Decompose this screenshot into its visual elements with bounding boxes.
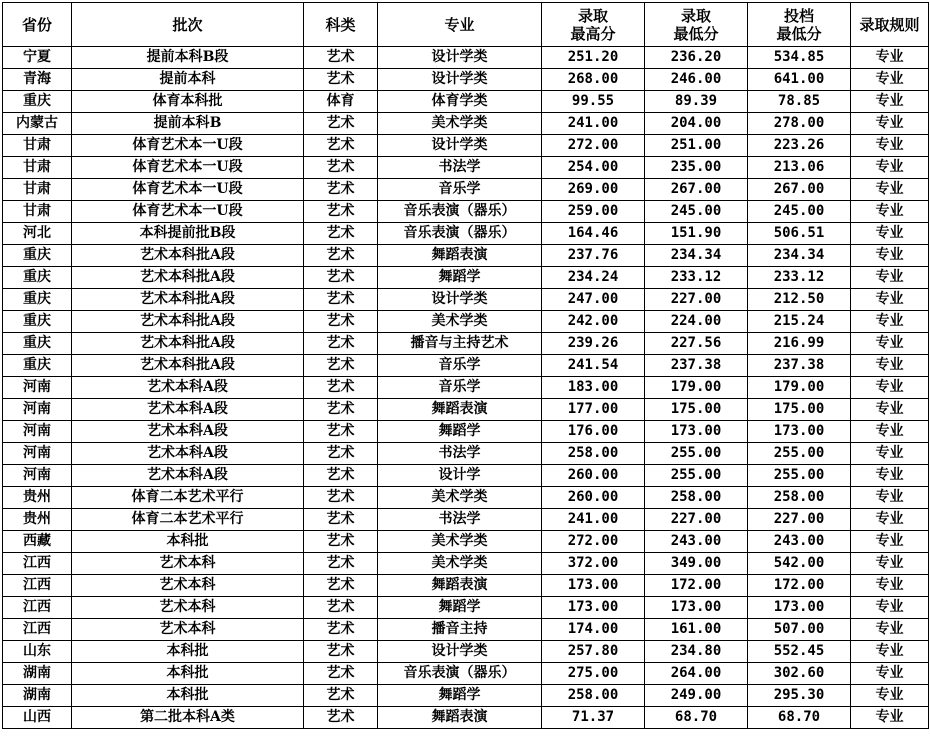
- max-score-cell: 247.00: [542, 289, 645, 311]
- major-cell: 设计学类: [378, 135, 542, 157]
- category-cell: 艺术: [304, 663, 378, 685]
- province-cell: 河南: [3, 399, 72, 421]
- batch-cell: 提前本科: [72, 69, 304, 91]
- major-cell: 舞蹈表演: [378, 575, 542, 597]
- file-min-score-cell: 267.00: [748, 179, 851, 201]
- admission-scores-table: [2, 2, 929, 729]
- rule-cell: 专业: [851, 641, 929, 663]
- min-score-cell: 175.00: [645, 399, 748, 421]
- file-min-score-cell: 179.00: [748, 377, 851, 399]
- file-min-score-cell: 507.00: [748, 619, 851, 641]
- major-cell: 设计学类: [378, 289, 542, 311]
- file-min-score-cell: 175.00: [748, 399, 851, 421]
- rule-cell: 专业: [851, 465, 929, 487]
- category-cell: 艺术: [304, 443, 378, 465]
- max-score-cell: 275.00: [542, 663, 645, 685]
- rule-cell: 专业: [851, 157, 929, 179]
- min-score-cell: 243.00: [645, 531, 748, 553]
- rule-cell: 专业: [851, 377, 929, 399]
- batch-cell: 体育艺术本一U段: [72, 179, 304, 201]
- table-row: [3, 619, 929, 641]
- table-row: [3, 179, 929, 201]
- table-row: [3, 135, 929, 157]
- rule-cell: 专业: [851, 619, 929, 641]
- batch-cell: 艺术本科: [72, 553, 304, 575]
- rule-cell: 专业: [851, 69, 929, 91]
- province-cell: 湖南: [3, 685, 72, 707]
- province-cell: 河南: [3, 377, 72, 399]
- category-cell: 艺术: [304, 157, 378, 179]
- max-score-cell: 234.24: [542, 267, 645, 289]
- category-cell: 艺术: [304, 267, 378, 289]
- major-cell: 播音与主持艺术: [378, 333, 542, 355]
- table-row: [3, 575, 929, 597]
- file-min-score-cell: 302.60: [748, 663, 851, 685]
- file-min-score-cell: 255.00: [748, 443, 851, 465]
- major-cell: 书法学: [378, 157, 542, 179]
- max-score-cell: 71.37: [542, 707, 645, 729]
- table-row: [3, 267, 929, 289]
- batch-cell: 体育本科批: [72, 91, 304, 113]
- table-body: [3, 47, 929, 729]
- batch-cell: 艺术本科批A段: [72, 245, 304, 267]
- max-score-cell: 258.00: [542, 685, 645, 707]
- max-score-cell: 242.00: [542, 311, 645, 333]
- major-cell: 书法学: [378, 443, 542, 465]
- header-min-score-line1: 录取: [680, 6, 711, 25]
- batch-cell: 艺术本科: [72, 575, 304, 597]
- category-cell: 艺术: [304, 377, 378, 399]
- max-score-cell: 173.00: [542, 597, 645, 619]
- major-cell: 美术学类: [378, 553, 542, 575]
- max-score-cell: 173.00: [542, 575, 645, 597]
- province-cell: 重庆: [3, 333, 72, 355]
- batch-cell: 体育二本艺术平行: [72, 487, 304, 509]
- batch-cell: 艺术本科A段: [72, 465, 304, 487]
- rule-cell: 专业: [851, 553, 929, 575]
- rule-cell: 专业: [851, 355, 929, 377]
- max-score-cell: 174.00: [542, 619, 645, 641]
- file-min-score-cell: 295.30: [748, 685, 851, 707]
- min-score-cell: 245.00: [645, 201, 748, 223]
- table-row: [3, 641, 929, 663]
- table-row: [3, 245, 929, 267]
- max-score-cell: 177.00: [542, 399, 645, 421]
- min-score-cell: 227.00: [645, 509, 748, 531]
- major-cell: 播音主持: [378, 619, 542, 641]
- category-cell: 艺术: [304, 47, 378, 69]
- category-cell: 艺术: [304, 509, 378, 531]
- table-row: [3, 91, 929, 113]
- min-score-cell: 89.39: [645, 91, 748, 113]
- province-cell: 贵州: [3, 487, 72, 509]
- major-cell: 书法学: [378, 509, 542, 531]
- category-cell: 艺术: [304, 245, 378, 267]
- major-cell: 舞蹈学: [378, 597, 542, 619]
- province-cell: 青海: [3, 69, 72, 91]
- batch-cell: 本科批: [72, 685, 304, 707]
- min-score-cell: 235.00: [645, 157, 748, 179]
- category-cell: 艺术: [304, 179, 378, 201]
- batch-cell: 提前本科B段: [72, 47, 304, 69]
- table-row: [3, 597, 929, 619]
- file-min-score-cell: 212.50: [748, 289, 851, 311]
- header-batch: 批次: [72, 3, 304, 47]
- max-score-cell: 260.00: [542, 487, 645, 509]
- rule-cell: 专业: [851, 399, 929, 421]
- table-row: [3, 47, 929, 69]
- min-score-cell: 68.70: [645, 707, 748, 729]
- major-cell: 设计学: [378, 465, 542, 487]
- province-cell: 甘肃: [3, 179, 72, 201]
- category-cell: 艺术: [304, 201, 378, 223]
- table-row: [3, 531, 929, 553]
- min-score-cell: 173.00: [645, 421, 748, 443]
- category-cell: 艺术: [304, 619, 378, 641]
- province-cell: 河南: [3, 465, 72, 487]
- major-cell: 音乐表演（器乐）: [378, 223, 542, 245]
- max-score-cell: 268.00: [542, 69, 645, 91]
- batch-cell: 艺术本科批A段: [72, 267, 304, 289]
- min-score-cell: 258.00: [645, 487, 748, 509]
- header-max-score-line1: 录取: [577, 6, 608, 25]
- major-cell: 美术学类: [378, 531, 542, 553]
- header-max-score-line2: 最高分: [570, 24, 616, 43]
- table-row: [3, 377, 929, 399]
- province-cell: 重庆: [3, 267, 72, 289]
- table-row: [3, 333, 929, 355]
- max-score-cell: 99.55: [542, 91, 645, 113]
- category-cell: 艺术: [304, 685, 378, 707]
- major-cell: 舞蹈表演: [378, 245, 542, 267]
- batch-cell: 体育艺术本一U段: [72, 201, 304, 223]
- max-score-cell: 164.46: [542, 223, 645, 245]
- rule-cell: 专业: [851, 311, 929, 333]
- category-cell: 艺术: [304, 289, 378, 311]
- major-cell: 舞蹈学: [378, 685, 542, 707]
- file-min-score-cell: 172.00: [748, 575, 851, 597]
- min-score-cell: 173.00: [645, 597, 748, 619]
- min-score-cell: 161.00: [645, 619, 748, 641]
- category-cell: 艺术: [304, 707, 378, 729]
- batch-cell: 本科提前批B段: [72, 223, 304, 245]
- province-cell: 甘肃: [3, 135, 72, 157]
- min-score-cell: 249.00: [645, 685, 748, 707]
- batch-cell: 本科批: [72, 663, 304, 685]
- table-row: [3, 201, 929, 223]
- header-file-min-line2: 最低分: [776, 24, 822, 43]
- file-min-score-cell: 233.12: [748, 267, 851, 289]
- min-score-cell: 349.00: [645, 553, 748, 575]
- file-min-score-cell: 245.00: [748, 201, 851, 223]
- min-score-cell: 224.00: [645, 311, 748, 333]
- file-min-score-cell: 506.51: [748, 223, 851, 245]
- province-cell: 河南: [3, 443, 72, 465]
- category-cell: 艺术: [304, 465, 378, 487]
- batch-cell: 艺术本科批A段: [72, 311, 304, 333]
- major-cell: 音乐表演（器乐）: [378, 663, 542, 685]
- category-cell: 艺术: [304, 641, 378, 663]
- min-score-cell: 255.00: [645, 443, 748, 465]
- category-cell: 艺术: [304, 421, 378, 443]
- province-cell: 宁夏: [3, 47, 72, 69]
- table-row: [3, 421, 929, 443]
- category-cell: 艺术: [304, 333, 378, 355]
- province-cell: 贵州: [3, 509, 72, 531]
- category-cell: 艺术: [304, 487, 378, 509]
- province-cell: 山西: [3, 707, 72, 729]
- max-score-cell: 272.00: [542, 531, 645, 553]
- batch-cell: 体育艺术本一U段: [72, 135, 304, 157]
- file-min-score-cell: 258.00: [748, 487, 851, 509]
- major-cell: 设计学类: [378, 641, 542, 663]
- file-min-score-cell: 243.00: [748, 531, 851, 553]
- category-cell: 艺术: [304, 311, 378, 333]
- file-min-score-cell: 552.45: [748, 641, 851, 663]
- major-cell: 舞蹈学: [378, 267, 542, 289]
- batch-cell: 提前本科B: [72, 113, 304, 135]
- province-cell: 河北: [3, 223, 72, 245]
- file-min-score-cell: 173.00: [748, 597, 851, 619]
- min-score-cell: 227.56: [645, 333, 748, 355]
- category-cell: 艺术: [304, 553, 378, 575]
- rule-cell: 专业: [851, 509, 929, 531]
- rule-cell: 专业: [851, 575, 929, 597]
- batch-cell: 本科批: [72, 641, 304, 663]
- file-min-score-cell: 213.06: [748, 157, 851, 179]
- max-score-cell: 258.00: [542, 443, 645, 465]
- min-score-cell: 236.20: [645, 47, 748, 69]
- max-score-cell: 251.20: [542, 47, 645, 69]
- max-score-cell: 183.00: [542, 377, 645, 399]
- max-score-cell: 241.54: [542, 355, 645, 377]
- rule-cell: 专业: [851, 443, 929, 465]
- rule-cell: 专业: [851, 201, 929, 223]
- file-min-score-cell: 68.70: [748, 707, 851, 729]
- table-row: [3, 223, 929, 245]
- province-cell: 重庆: [3, 289, 72, 311]
- min-score-cell: 227.00: [645, 289, 748, 311]
- batch-cell: 艺术本科批A段: [72, 289, 304, 311]
- rule-cell: 专业: [851, 597, 929, 619]
- major-cell: 音乐学: [378, 355, 542, 377]
- file-min-score-cell: 542.00: [748, 553, 851, 575]
- major-cell: 舞蹈表演: [378, 399, 542, 421]
- min-score-cell: 204.00: [645, 113, 748, 135]
- rule-cell: 专业: [851, 245, 929, 267]
- header-min-score-line2: 最低分: [673, 24, 719, 43]
- table-row: [3, 157, 929, 179]
- rule-cell: 专业: [851, 267, 929, 289]
- file-min-score-cell: 216.99: [748, 333, 851, 355]
- rule-cell: 专业: [851, 707, 929, 729]
- table-row: [3, 685, 929, 707]
- category-cell: 艺术: [304, 69, 378, 91]
- header-rule: 录取规则: [851, 3, 929, 47]
- max-score-cell: 260.00: [542, 465, 645, 487]
- min-score-cell: 233.12: [645, 267, 748, 289]
- batch-cell: 艺术本科A段: [72, 377, 304, 399]
- max-score-cell: 237.76: [542, 245, 645, 267]
- file-min-score-cell: 223.26: [748, 135, 851, 157]
- province-cell: 江西: [3, 619, 72, 641]
- province-cell: 江西: [3, 575, 72, 597]
- province-cell: 江西: [3, 597, 72, 619]
- max-score-cell: 241.00: [542, 113, 645, 135]
- min-score-cell: 251.00: [645, 135, 748, 157]
- major-cell: 音乐表演（器乐）: [378, 201, 542, 223]
- max-score-cell: 259.00: [542, 201, 645, 223]
- rule-cell: 专业: [851, 223, 929, 245]
- table-row: [3, 311, 929, 333]
- table-row: [3, 663, 929, 685]
- rule-cell: 专业: [851, 333, 929, 355]
- rule-cell: 专业: [851, 113, 929, 135]
- province-cell: 山东: [3, 641, 72, 663]
- province-cell: 河南: [3, 421, 72, 443]
- max-score-cell: 241.00: [542, 509, 645, 531]
- table-row: [3, 69, 929, 91]
- rule-cell: 专业: [851, 421, 929, 443]
- major-cell: 美术学类: [378, 113, 542, 135]
- major-cell: 音乐学: [378, 377, 542, 399]
- major-cell: 设计学类: [378, 47, 542, 69]
- major-cell: 美术学类: [378, 311, 542, 333]
- category-cell: 艺术: [304, 531, 378, 553]
- rule-cell: 专业: [851, 91, 929, 113]
- min-score-cell: 151.90: [645, 223, 748, 245]
- province-cell: 湖南: [3, 663, 72, 685]
- table-row: [3, 509, 929, 531]
- province-cell: 重庆: [3, 245, 72, 267]
- batch-cell: 第二批本科A类: [72, 707, 304, 729]
- batch-cell: 艺术本科: [72, 619, 304, 641]
- rule-cell: 专业: [851, 685, 929, 707]
- file-min-score-cell: 234.34: [748, 245, 851, 267]
- header-max-score: [542, 3, 645, 47]
- batch-cell: 体育艺术本一U段: [72, 157, 304, 179]
- max-score-cell: 272.00: [542, 135, 645, 157]
- file-min-score-cell: 173.00: [748, 421, 851, 443]
- min-score-cell: 246.00: [645, 69, 748, 91]
- rule-cell: 专业: [851, 663, 929, 685]
- table-row: [3, 399, 929, 421]
- batch-cell: 艺术本科A段: [72, 443, 304, 465]
- max-score-cell: 239.26: [542, 333, 645, 355]
- major-cell: 音乐学: [378, 179, 542, 201]
- file-min-score-cell: 227.00: [748, 509, 851, 531]
- header-min-score: [645, 3, 748, 47]
- major-cell: 美术学类: [378, 487, 542, 509]
- rule-cell: 专业: [851, 531, 929, 553]
- file-min-score-cell: 534.85: [748, 47, 851, 69]
- table-row: [3, 707, 929, 729]
- major-cell: 设计学类: [378, 69, 542, 91]
- table-row: [3, 553, 929, 575]
- min-score-cell: 264.00: [645, 663, 748, 685]
- major-cell: 舞蹈学: [378, 421, 542, 443]
- rule-cell: 专业: [851, 289, 929, 311]
- min-score-cell: 234.80: [645, 641, 748, 663]
- category-cell: 艺术: [304, 399, 378, 421]
- min-score-cell: 255.00: [645, 465, 748, 487]
- table-row: [3, 487, 929, 509]
- file-min-score-cell: 278.00: [748, 113, 851, 135]
- province-cell: 内蒙古: [3, 113, 72, 135]
- province-cell: 重庆: [3, 355, 72, 377]
- min-score-cell: 267.00: [645, 179, 748, 201]
- min-score-cell: 172.00: [645, 575, 748, 597]
- min-score-cell: 179.00: [645, 377, 748, 399]
- max-score-cell: 372.00: [542, 553, 645, 575]
- rule-cell: 专业: [851, 135, 929, 157]
- major-cell: 体育学类: [378, 91, 542, 113]
- file-min-score-cell: 215.24: [748, 311, 851, 333]
- rule-cell: 专业: [851, 47, 929, 69]
- province-cell: 甘肃: [3, 201, 72, 223]
- province-cell: 重庆: [3, 91, 72, 113]
- batch-cell: 艺术本科: [72, 597, 304, 619]
- header-row: [3, 3, 929, 47]
- province-cell: 江西: [3, 553, 72, 575]
- file-min-score-cell: 78.85: [748, 91, 851, 113]
- rule-cell: 专业: [851, 179, 929, 201]
- header-category: 科类: [304, 3, 378, 47]
- rule-cell: 专业: [851, 487, 929, 509]
- max-score-cell: 257.80: [542, 641, 645, 663]
- min-score-cell: 237.38: [645, 355, 748, 377]
- max-score-cell: 254.00: [542, 157, 645, 179]
- batch-cell: 艺术本科批A段: [72, 333, 304, 355]
- province-cell: 西藏: [3, 531, 72, 553]
- table-row: [3, 355, 929, 377]
- table-row: [3, 113, 929, 135]
- category-cell: 艺术: [304, 355, 378, 377]
- header-province: 省份: [3, 3, 72, 47]
- major-cell: 舞蹈表演: [378, 707, 542, 729]
- category-cell: 艺术: [304, 575, 378, 597]
- table-row: [3, 289, 929, 311]
- file-min-score-cell: 641.00: [748, 69, 851, 91]
- file-min-score-cell: 255.00: [748, 465, 851, 487]
- table-row: [3, 443, 929, 465]
- header-major: 专业: [378, 3, 542, 47]
- batch-cell: 艺术本科A段: [72, 421, 304, 443]
- category-cell: 艺术: [304, 135, 378, 157]
- category-cell: 体育: [304, 91, 378, 113]
- category-cell: 艺术: [304, 113, 378, 135]
- table-row: [3, 465, 929, 487]
- category-cell: 艺术: [304, 223, 378, 245]
- min-score-cell: 234.34: [645, 245, 748, 267]
- province-cell: 甘肃: [3, 157, 72, 179]
- max-score-cell: 176.00: [542, 421, 645, 443]
- province-cell: 重庆: [3, 311, 72, 333]
- header-file-min-line1: 投档: [783, 6, 814, 25]
- batch-cell: 艺术本科A段: [72, 399, 304, 421]
- batch-cell: 体育二本艺术平行: [72, 509, 304, 531]
- max-score-cell: 269.00: [542, 179, 645, 201]
- batch-cell: 本科批: [72, 531, 304, 553]
- header-file-min-score: [748, 3, 851, 47]
- file-min-score-cell: 237.38: [748, 355, 851, 377]
- batch-cell: 艺术本科批A段: [72, 355, 304, 377]
- category-cell: 艺术: [304, 597, 378, 619]
